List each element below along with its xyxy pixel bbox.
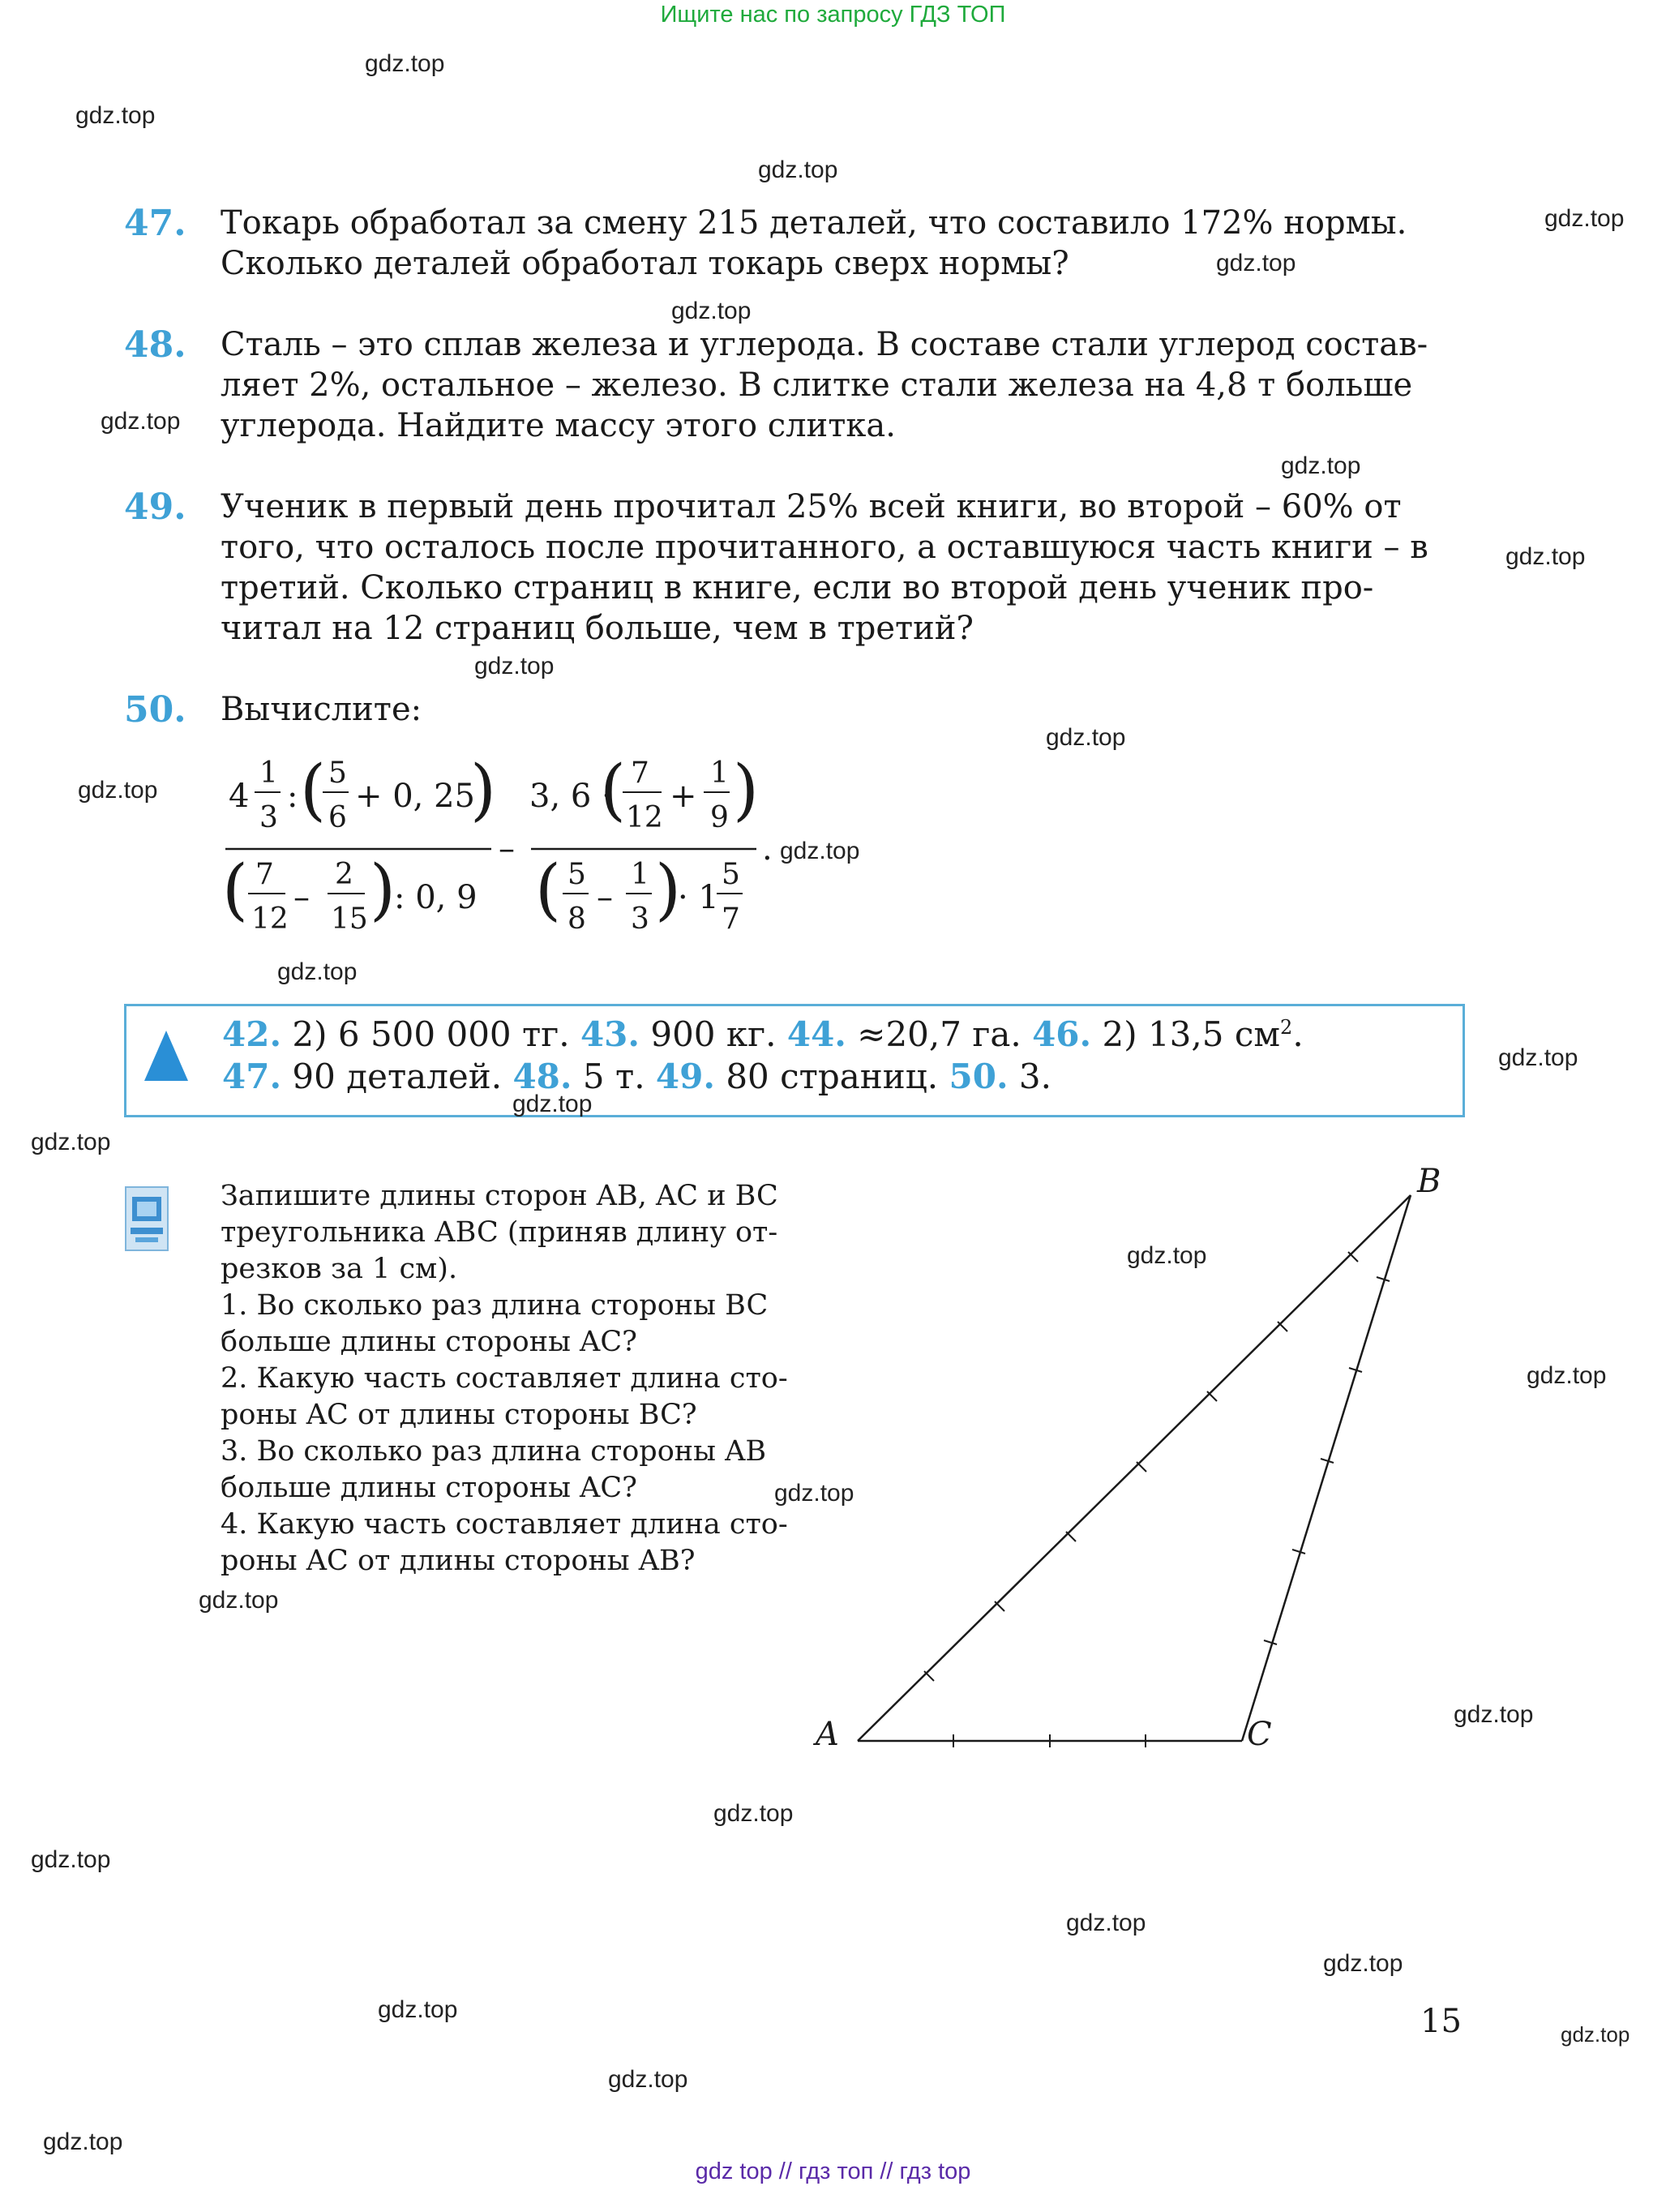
answers-row-2 — [222, 1057, 1051, 1096]
problem-50-line-1: Вычислите: — [221, 691, 422, 728]
bottom-links[interactable]: gdz top // гдз топ // гдз top — [695, 2158, 971, 2184]
formula-f58-den: 8 — [567, 902, 586, 936]
watermark: gdz.top — [31, 1129, 111, 1155]
answer-number: 50. — [949, 1057, 1009, 1096]
watermark: gdz.top — [1454, 1701, 1534, 1728]
formula-end-dot: . — [762, 830, 773, 868]
problem-number-50: 50. — [124, 689, 186, 731]
watermark: gdz.top — [101, 408, 181, 435]
formula-f58-num: 5 — [567, 858, 586, 891]
watermark: gdz.top — [365, 50, 445, 77]
problem-47-line-1: Токарь обработал за смену 215 деталей, что составило 172% нормы. — [221, 204, 1407, 242]
answer-number: 49. — [655, 1057, 715, 1096]
problem-48-text — [221, 324, 1465, 446]
task-text — [221, 1178, 788, 1580]
formula-middle-minus: – — [499, 830, 515, 868]
answer-text: 80 страниц. — [714, 1057, 949, 1096]
problem-48-line-2: ляет 2%, остальное – железо. В слитке стали железа на 4,8 т больше — [221, 367, 1413, 404]
svg-text:(: ( — [222, 851, 248, 928]
svg-text:): ) — [655, 851, 681, 928]
problem-50-text — [221, 689, 422, 730]
watermark: gdz.top — [512, 1091, 593, 1117]
watermark: gdz.top — [608, 2066, 688, 2093]
formula-f19-den: 9 — [710, 801, 729, 834]
answer-text: 900 кг. — [640, 1014, 787, 1054]
formula-minus-2: – — [597, 879, 613, 916]
answer-number: 42. — [222, 1014, 282, 1054]
task-line: резков за 1 см). — [221, 1253, 458, 1285]
watermark: gdz.top — [1498, 1044, 1578, 1071]
vertex-label-c: C — [1247, 1716, 1272, 1753]
task-line: 4. Какую часть составляет длина сто- — [221, 1508, 788, 1541]
watermark: gdz.top — [43, 2128, 123, 2155]
svg-text:(: ( — [300, 752, 326, 829]
formula-f13b-num: 1 — [631, 858, 649, 891]
watermark: gdz.top — [1505, 543, 1586, 570]
answer-end: . — [1292, 1014, 1304, 1054]
watermark: gdz.top — [1127, 1242, 1207, 1269]
formula-colon: : — [287, 778, 298, 815]
formula-f56-num: 5 — [328, 757, 347, 790]
watermark: gdz.top — [671, 298, 752, 324]
answer-superscript: 2 — [1280, 1016, 1293, 1039]
problem-49-line-3: третий. Сколько страниц в книге, если во второй день ученик про- — [221, 569, 1374, 607]
answers-row-1 — [222, 1014, 1304, 1054]
svg-text:(: ( — [600, 752, 626, 829]
formula-f57-den: 7 — [722, 902, 740, 936]
svg-text:(: ( — [535, 851, 561, 928]
computer-icon — [124, 1185, 171, 1252]
formula-f19-num: 1 — [710, 757, 729, 790]
formula-f13-num: 1 — [259, 757, 278, 790]
problem-49-line-4: читал на 12 страниц больше, чем в третий? — [221, 610, 974, 647]
watermark: gdz.top — [758, 156, 838, 183]
problem-48-line-1: Сталь – это сплав железа и углерода. В составе стали углерод состав- — [221, 326, 1428, 363]
answer-text: 3. — [1008, 1057, 1052, 1096]
triangle-marker-icon — [144, 1031, 188, 1081]
watermark: gdz.top — [780, 838, 860, 864]
watermark: gdz.top — [1323, 1950, 1403, 1977]
task-line: 3. Во сколько раз длина стороны AB — [221, 1435, 767, 1468]
vertex-label-a: A — [816, 1716, 839, 1753]
problem-49-text — [221, 487, 1465, 649]
formula-f13b-den: 3 — [631, 902, 649, 936]
formula-f215-den: 15 — [331, 902, 368, 936]
formula-f712-num: 7 — [255, 858, 274, 891]
answer-text: 2) 13,5 см — [1091, 1014, 1281, 1054]
formula-dot-1: · 1 — [678, 879, 719, 916]
watermark: gdz.top — [75, 102, 156, 129]
formula-div-09: : 0, 9 — [394, 879, 478, 916]
answers-box — [124, 1004, 1465, 1117]
answer-number: 48. — [512, 1057, 572, 1096]
watermark: gdz.top — [277, 958, 358, 985]
watermark: gdz.top — [78, 777, 158, 804]
task-line: роны AC от длины стороны AB? — [221, 1545, 696, 1577]
problem-49-line-1: Ученик в первый день прочитал 25% всей книги, во второй – 60% от — [221, 488, 1402, 525]
svg-text:): ) — [733, 752, 759, 829]
watermark: gdz.top — [774, 1480, 854, 1507]
formula-f712b-den: 12 — [626, 801, 663, 834]
formula-plus: + — [670, 778, 697, 815]
problem-48-line-3: углерода. Найдите массу этого слитка. — [221, 407, 896, 444]
task-line: треугольника ABC (приняв длину от- — [221, 1216, 778, 1249]
task-line: роны AC от длины стороны BC? — [221, 1399, 697, 1431]
answer-number: 43. — [580, 1014, 640, 1054]
answer-number: 44. — [786, 1014, 846, 1054]
answer-text: ≈20,7 га. — [846, 1014, 1033, 1054]
task-line: 1. Во сколько раз длина стороны BC — [221, 1289, 769, 1322]
problem-47-line-2: Сколько деталей обработал токарь сверх нормы? — [221, 245, 1069, 282]
watermark: gdz.top — [1216, 250, 1296, 276]
problem-number-48: 48. — [124, 324, 186, 366]
watermark: gdz.top — [1561, 2022, 1630, 2047]
svg-text:): ) — [470, 752, 496, 829]
task-line: больше длины стороны AC? — [221, 1472, 637, 1504]
answer-number: 46. — [1032, 1014, 1092, 1054]
problem-49-line-2: того, что осталось после прочитанного, а оставшуюся часть книги – в — [221, 529, 1428, 566]
problem-number-49: 49. — [124, 487, 186, 528]
task-line: Запишите длины сторон AB, AC и BC — [221, 1180, 778, 1212]
problem-number-47: 47. — [124, 203, 186, 244]
watermark: gdz.top — [713, 1800, 794, 1827]
watermark: gdz.top — [1046, 724, 1126, 751]
formula-f56-den: 6 — [328, 801, 347, 834]
formula-minus-1: – — [293, 879, 310, 916]
formula-f215-num: 2 — [335, 858, 353, 891]
task-line: больше длины стороны AC? — [221, 1326, 637, 1358]
formula-f57-num: 5 — [722, 858, 740, 891]
formula-f712b-num: 7 — [631, 757, 649, 790]
side-ab — [858, 1195, 1411, 1741]
watermark: gdz.top — [1066, 1910, 1146, 1936]
problem-50-formula — [219, 746, 803, 949]
watermark: gdz.top — [31, 1846, 111, 1873]
vertex-label-b: B — [1417, 1163, 1441, 1200]
svg-text:): ) — [370, 851, 396, 928]
formula-plus-025: + 0, 25 — [355, 778, 476, 815]
answer-text: 2) 6 500 000 тг. — [281, 1014, 580, 1054]
watermark: gdz.top — [378, 1996, 458, 2023]
formula-36-times: 3, 6 · — [529, 778, 612, 815]
answer-text: 90 деталей. — [281, 1057, 513, 1096]
answer-text: 5 т. — [572, 1057, 656, 1096]
watermark: gdz.top — [1544, 205, 1625, 232]
watermark: gdz.top — [199, 1587, 279, 1614]
task-line: 2. Какую часть составляет длина сто- — [221, 1362, 788, 1395]
watermark: gdz.top — [1527, 1362, 1607, 1389]
formula-f13-den: 3 — [259, 801, 278, 834]
watermark: gdz.top — [1281, 452, 1361, 479]
top-search-note: Ищите нас по запросу ГДЗ ТОП — [660, 2, 1006, 28]
watermark: gdz.top — [474, 653, 555, 679]
formula-f712-den: 12 — [251, 902, 289, 936]
page-number: 15 — [1420, 2003, 1462, 2040]
answer-number: 47. — [222, 1057, 282, 1096]
formula-whole-4: 4 — [229, 778, 250, 815]
